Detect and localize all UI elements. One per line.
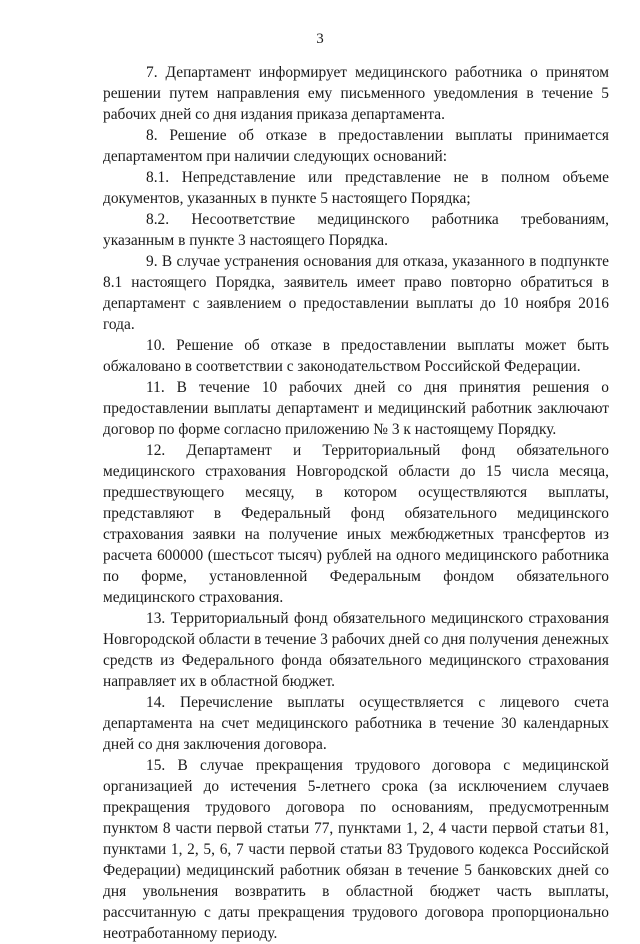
- paragraph-8-2: 8.2. Несоответствие медицинского работника требованиям, указанным в пункте 3 настоящего Порядка.: [103, 211, 609, 249]
- paragraph-13: 13. Территориальный фонд обязательного медицинского страхования Новгородской области в течение 3 рабочих дней со дня получения денежных средств из Федерального фонда обязательного медицинского страхования направляет их в областной бюджет.: [103, 610, 609, 690]
- document-body: [103, 62, 609, 944]
- paragraph-12: 12. Департамент и Территориальный фонд обязательного медицинского страхования Новгородской области до 15 числа месяца, предшествующего месяцу, в котором осуществляются выплаты, представляют в Федеральный фонд обязательного медицинского страхования заявки на получение иных межбюджетных трансфертов из расчета 600000 (шестьсот тысяч) рублей на одного медицинского работника по форме, установленной Федеральным фондом обязательного медицинского страхования.: [103, 442, 609, 606]
- paragraph-10: 10. Решение об отказе в предоставлении выплаты может быть обжаловано в соответствии с законодательством Российской Федерации.: [103, 337, 609, 375]
- paragraph-14: 14. Перечисление выплаты осуществляется с лицевого счета департамента на счет медицинского работника в течение 30 календарных дней со дня заключения договора.: [103, 694, 609, 753]
- paragraph-9: 9. В случае устранения основания для отказа, указанного в подпункте 8.1 настоящего Порядка, заявитель имеет право повторно обратиться в департамент с заявлением о предоставлении выплаты до 10 ноября 2016 года.: [103, 253, 609, 333]
- paragraph-8: 8. Решение об отказе в предоставлении выплаты принимается департаментом при наличии следующих оснований:: [103, 127, 609, 165]
- paragraph-11: 11. В течение 10 рабочих дней со дня принятия решения о предоставлении выплаты департамент и медицинский работник заключают договор по форме согласно приложению № 3 к настоящему Порядку.: [103, 379, 609, 438]
- page-number: 3: [316, 31, 324, 47]
- paragraph-7: 7. Департамент информирует медицинского работника о принятом решении путем направления ему письменного уведомления в течение 5 рабочих дней со дня издания приказа департамента.: [103, 64, 609, 123]
- paragraph-8-1: 8.1. Непредставление или представление не в полном объеме документов, указанных в пункте 5 настоящего Порядка;: [103, 169, 609, 207]
- paragraph-15: 15. В случае прекращения трудового договора с медицинской организацией до истечения 5-летнего срока (за исключением случаев прекращения трудового договора по основаниям, предусмотренным пунктом 8 части первой статьи 77, пунктами 1, 2, 4 части первой статьи 81, пунктами 1, 2, 5, 6, 7 части первой статьи 83 Трудового кодекса Российской Федерации) медицинский работник обязан в течение 5 банковских дней со дня увольнения возвратить в областной бюджет часть выплаты, рассчитанную с даты прекращения трудового договора пропорционально неотработанному периоду.: [103, 757, 609, 942]
